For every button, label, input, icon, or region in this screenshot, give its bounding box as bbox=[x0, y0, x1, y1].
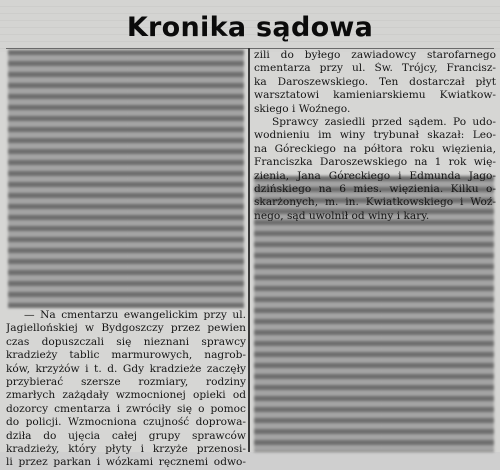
text-line: ków, krzyżów i t. d. Gdy kradzieże zaczęły bbox=[6, 362, 246, 375]
text-line: warsztatowi kamieniarskiemu Kwiatkow- bbox=[254, 89, 496, 102]
text-line: li przez parkan i wózkami ręcznemi odwo- bbox=[6, 456, 246, 469]
text-line: skiego i Woźnego. bbox=[254, 102, 351, 115]
text-line: Jagiellońskiej w Bydgoszczy przez pewien bbox=[6, 322, 246, 335]
text-line: zienia, Jana Góreckiego i Edmunda Jago- bbox=[254, 169, 496, 182]
text-line: dziła do ujęcia całej grupy sprawców bbox=[6, 429, 246, 442]
text-line: kradzieży tablic marmurowych, nagrob- bbox=[6, 349, 246, 362]
section-heading: Kronika sądowa bbox=[126, 12, 374, 43]
text-line: wodnieniu im winy trybunał skazał: Leo- bbox=[254, 129, 496, 142]
text-line: dzińskiego na 6 mies. więzienia. Kilku o- bbox=[254, 183, 496, 196]
text-line: — Na cmentarzu ewangelickim przy ul. bbox=[24, 309, 246, 321]
article-column-left bbox=[6, 309, 246, 470]
text-line: czas dopuszczali się nieznani sprawcy bbox=[6, 335, 246, 348]
text-line: cmentarza przy ul. Św. Trójcy, Francisz- bbox=[254, 62, 496, 75]
text-line: dozorcy cmentarza i zwróciły się o pomoc bbox=[6, 402, 246, 415]
text-line: nego, sąd uwolnił od winy i kary. bbox=[254, 209, 430, 222]
text-line: skarżonych, m. in. Kwiatkowskiego i Woź- bbox=[254, 196, 496, 209]
text-line: na Góreckiego na półtora roku więzienia, bbox=[254, 142, 496, 155]
text-line: Franciszka Daroszewskiego na 1 rok wię- bbox=[254, 156, 496, 169]
redacted-block-left bbox=[8, 50, 244, 308]
text-line: zmarłych zażądały wzmocnionej opieki od bbox=[6, 389, 246, 402]
text-line: przybierać szersze rozmiary, rodziny bbox=[6, 376, 246, 389]
article-column-right bbox=[254, 49, 496, 223]
column-divider bbox=[248, 48, 250, 452]
text-line: ka Daroszewskiego. Ten dostarczał płyt bbox=[254, 75, 496, 88]
text-line: Sprawcy zasiedli przed sądem. Po udo- bbox=[272, 116, 496, 129]
text-line: kradzieży, który płyty i krzyże przenosi- bbox=[6, 443, 246, 456]
text-line: zili do byłego zawiadowcy starofarnego bbox=[254, 49, 496, 61]
text-line: do policji. Wzmocniona czujność doprowa- bbox=[6, 416, 246, 429]
